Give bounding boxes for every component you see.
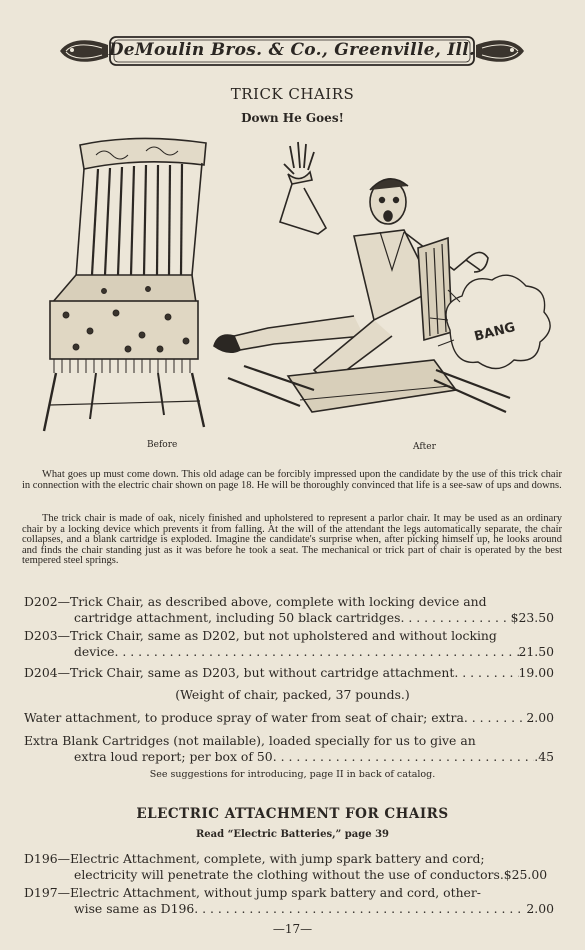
leader-dots	[194, 901, 526, 917]
item-price: 2.00	[526, 901, 554, 916]
product-item-d203	[24, 628, 554, 660]
item-line-2: electricity will penetrate the clothing without the use of conductors.	[74, 867, 504, 882]
chair-after-illustration	[204, 140, 556, 436]
item-price: $25.00	[503, 867, 548, 882]
item-line-1: D197—Electric Attachment, without jump spark battery and cord, other-	[24, 885, 481, 900]
leader-dots	[454, 665, 518, 681]
item-line-2: cartridge attachment, including 50 black cartridges	[74, 610, 401, 625]
product-item-d202	[24, 594, 554, 626]
weight-note: (Weight of chair, packed, 37 pounds.)	[175, 687, 410, 702]
section-title-trick-chairs: TRICK CHAIRS	[230, 85, 355, 103]
caption-before: Before	[147, 440, 178, 450]
item-price: 2.00	[526, 710, 554, 725]
item-price: $23.50	[510, 610, 554, 625]
bang-text: BANG	[472, 319, 517, 345]
leader-dots	[273, 749, 535, 765]
item-line-1: D202—Trick Chair, as described above, complete with locking device and	[24, 594, 487, 609]
product-item-d196	[24, 851, 554, 883]
description-paragraph-1: What goes up must come down. This old adage can be forcibly impressed upon the candidate by the use of this trick chair in connection with the electric chair shown on page 18. He will be thoroughly convinced that life is a see-saw of ups and downs.	[22, 469, 562, 491]
item-line-1: D204—Trick Chair, same as D203, but without cartridge attachment	[24, 665, 455, 680]
item-price: 19.00	[518, 665, 554, 680]
suggestion-note: See suggestions for introducing, page II in back of catalog.	[149, 769, 436, 780]
caption-after: After	[413, 442, 436, 452]
item-price: .45	[534, 749, 554, 764]
chair-before-illustration	[36, 135, 214, 440]
product-item-d197	[24, 885, 554, 917]
description-paragraph-2: The trick chair is made of oak, nicely finished and upholstered to represent a parlor chair. It may be used as an ordinary chair by a locking device which prevents it from falling. At the will of the attendant the legs automatically separate, the chair collapses, and a blank cartridge is exploded. Imagine the candidate's surprise when, after picking himself up, he looks around and finds the chair standing just as it was before he took a seat. The mechanical or trick part of chair is operated by the best tempered steel springs.	[22, 513, 562, 567]
page-number: —17—	[272, 922, 313, 936]
item-line-1: D196—Electric Attachment, complete, with jump spark battery and cord;	[24, 851, 485, 866]
item-price: 21.50	[518, 644, 554, 659]
item-line-1: D203—Trick Chair, same as D202, but not upholstered and without locking	[24, 628, 497, 643]
section-title-electric-attachment: ELECTRIC ATTACHMENT FOR CHAIRS	[136, 806, 449, 822]
leader-dots	[115, 644, 519, 660]
extra-item-blank-cartridges	[24, 733, 554, 765]
item-line-1: Water attachment, to produce spray of water from seat of chair; extra	[24, 710, 464, 725]
leader-dots	[464, 710, 527, 726]
extra-item-water-attachment	[24, 710, 554, 726]
item-line-2: device	[74, 644, 115, 659]
item-line-1: Extra Blank Cartridges (not mailable), loaded specially for us to give an	[24, 733, 476, 748]
header-banner	[58, 33, 526, 69]
leader-dots	[400, 610, 510, 626]
item-line-2: extra loud report; per box of 50	[74, 749, 273, 764]
section-subtitle: Down He Goes!	[241, 111, 344, 125]
electric-subtitle: Read “Electric Batteries,” page 39	[195, 829, 390, 840]
item-line-2: wise same as D196	[74, 901, 195, 916]
product-item-d204	[24, 665, 554, 681]
header-title: DeMoulin Bros. & Co., Greenville, Ill.	[108, 40, 476, 60]
